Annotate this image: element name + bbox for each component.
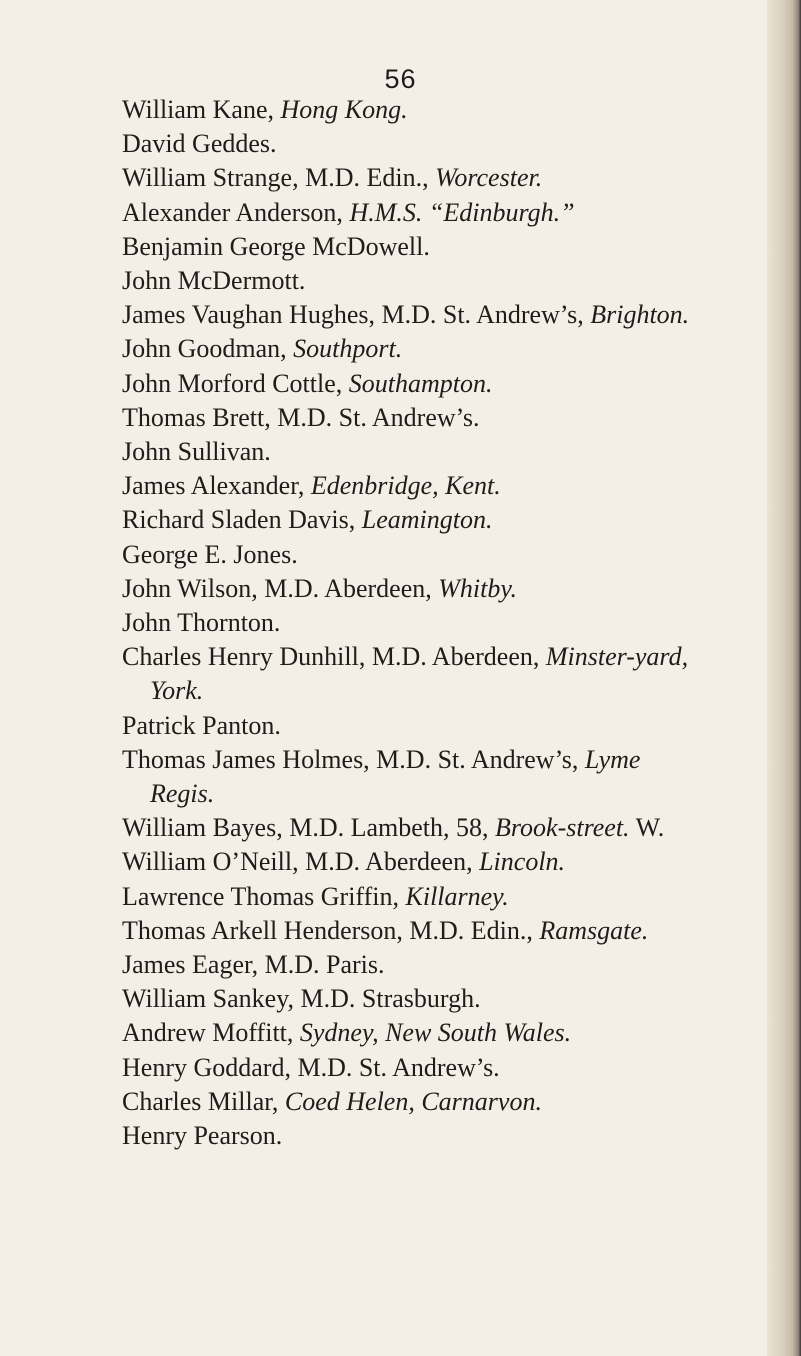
entry-place: H.M.S. “Edinburgh.” [349, 197, 575, 227]
entry-place: Minster-yard, [545, 642, 689, 672]
entry-place: Southampton. [348, 368, 493, 398]
list-item-continuation [122, 674, 772, 708]
entry-name: David Geddes. [122, 129, 277, 159]
entry-name: Benjamin George McDowell. [122, 231, 430, 261]
list-item [122, 367, 772, 401]
list-item [122, 93, 772, 127]
list-item [122, 1051, 772, 1085]
entry-name: Thomas Brett, M.D. St. Andrew’s. [122, 402, 480, 432]
entry-name: Thomas Arkell Henderson, M.D. Edin., [122, 915, 540, 945]
entry-name: Patrick Panton. [122, 710, 281, 740]
list-item [122, 982, 772, 1016]
entry-suffix: W. [629, 813, 665, 843]
entry-place: Hong Kong. [280, 95, 408, 124]
list-item [122, 572, 772, 606]
page-number: 56 [384, 64, 417, 94]
list-item [122, 1016, 772, 1050]
entry-name: William Sankey, M.D. Strasburgh. [122, 984, 481, 1014]
entry-name: Alexander Anderson, [122, 197, 350, 227]
name-list [122, 93, 772, 1153]
entry-name: George E. Jones. [122, 539, 298, 569]
entry-place: Lyme [584, 744, 641, 774]
entry-name: William Kane, [122, 95, 281, 124]
entry-name: Lawrence Thomas Griffin, [122, 881, 406, 911]
entry-name: James Eager, M.D. Paris. [122, 950, 385, 980]
list-item [122, 880, 772, 914]
entry-place: Killarney. [405, 881, 509, 911]
entry-name: Henry Goddard, M.D. St. Andrew’s. [122, 1052, 500, 1082]
list-item [122, 845, 772, 879]
entry-name: John Thornton. [122, 608, 281, 638]
entry-name: William O’Neill, M.D. Aberdeen, [122, 847, 480, 877]
entry-name: William Strange, M.D. Edin., [122, 163, 436, 193]
entry-name: Charles Millar, [122, 1086, 285, 1116]
list-item [122, 161, 772, 195]
entry-place: Brighton. [590, 300, 690, 330]
entry-name: Thomas James Holmes, M.D. St. Andrew’s, [122, 744, 585, 774]
entry-name: Henry Pearson. [122, 1121, 283, 1151]
list-item [122, 811, 772, 845]
list-item-continuation [122, 777, 772, 811]
entry-place: Brook-street. [495, 813, 630, 843]
list-item [122, 709, 772, 743]
list-item [122, 298, 772, 332]
entry-name: John Wilson, M.D. Aberdeen, [122, 573, 439, 603]
list-item [122, 264, 772, 298]
entry-name: John Goodman, [122, 334, 294, 364]
list-item [122, 196, 772, 230]
list-item [122, 127, 772, 161]
list-item [122, 1119, 772, 1153]
list-item [122, 606, 772, 640]
entry-place: Leamington. [361, 505, 493, 535]
list-item [122, 469, 772, 503]
list-item [122, 332, 772, 366]
list-item [122, 230, 772, 264]
entry-name: Richard Sladen Davis, [122, 505, 362, 535]
list-item [122, 435, 772, 469]
list-item [122, 1085, 772, 1119]
page-edge-shadow [767, 0, 801, 1356]
entry-place: Lincoln. [479, 847, 566, 877]
entry-place: Ramsgate. [539, 915, 649, 945]
list-item [122, 743, 772, 777]
entry-place: Worcester. [435, 163, 543, 193]
entry-place: York. [150, 676, 204, 706]
entry-name: Andrew Moffitt, [122, 1018, 300, 1048]
entry-place: Sydney, New South Wales. [299, 1018, 572, 1048]
entry-name: John Morford Cottle, [122, 368, 349, 398]
entry-place: Edenbridge, Kent. [310, 471, 501, 501]
entry-name: John McDermott. [122, 266, 306, 296]
list-item [122, 640, 772, 674]
entry-place: Southport. [293, 334, 403, 364]
entry-name: John Sullivan. [122, 437, 271, 467]
list-item [122, 948, 772, 982]
entry-name: James Alexander, [122, 471, 311, 501]
entry-place: Regis. [150, 779, 215, 809]
entry-name: William Bayes, M.D. Lambeth, 58, [122, 813, 496, 843]
list-item [122, 538, 772, 572]
list-item [122, 401, 772, 435]
list-item [122, 914, 772, 948]
entry-place: Coed Helen, Carnarvon. [284, 1086, 542, 1116]
list-item [122, 503, 772, 537]
entry-name: Charles Henry Dunhill, M.D. Aberdeen, [122, 642, 546, 672]
entry-name: James Vaughan Hughes, M.D. St. Andrew’s, [122, 300, 591, 330]
entry-place: Whitby. [438, 573, 517, 603]
